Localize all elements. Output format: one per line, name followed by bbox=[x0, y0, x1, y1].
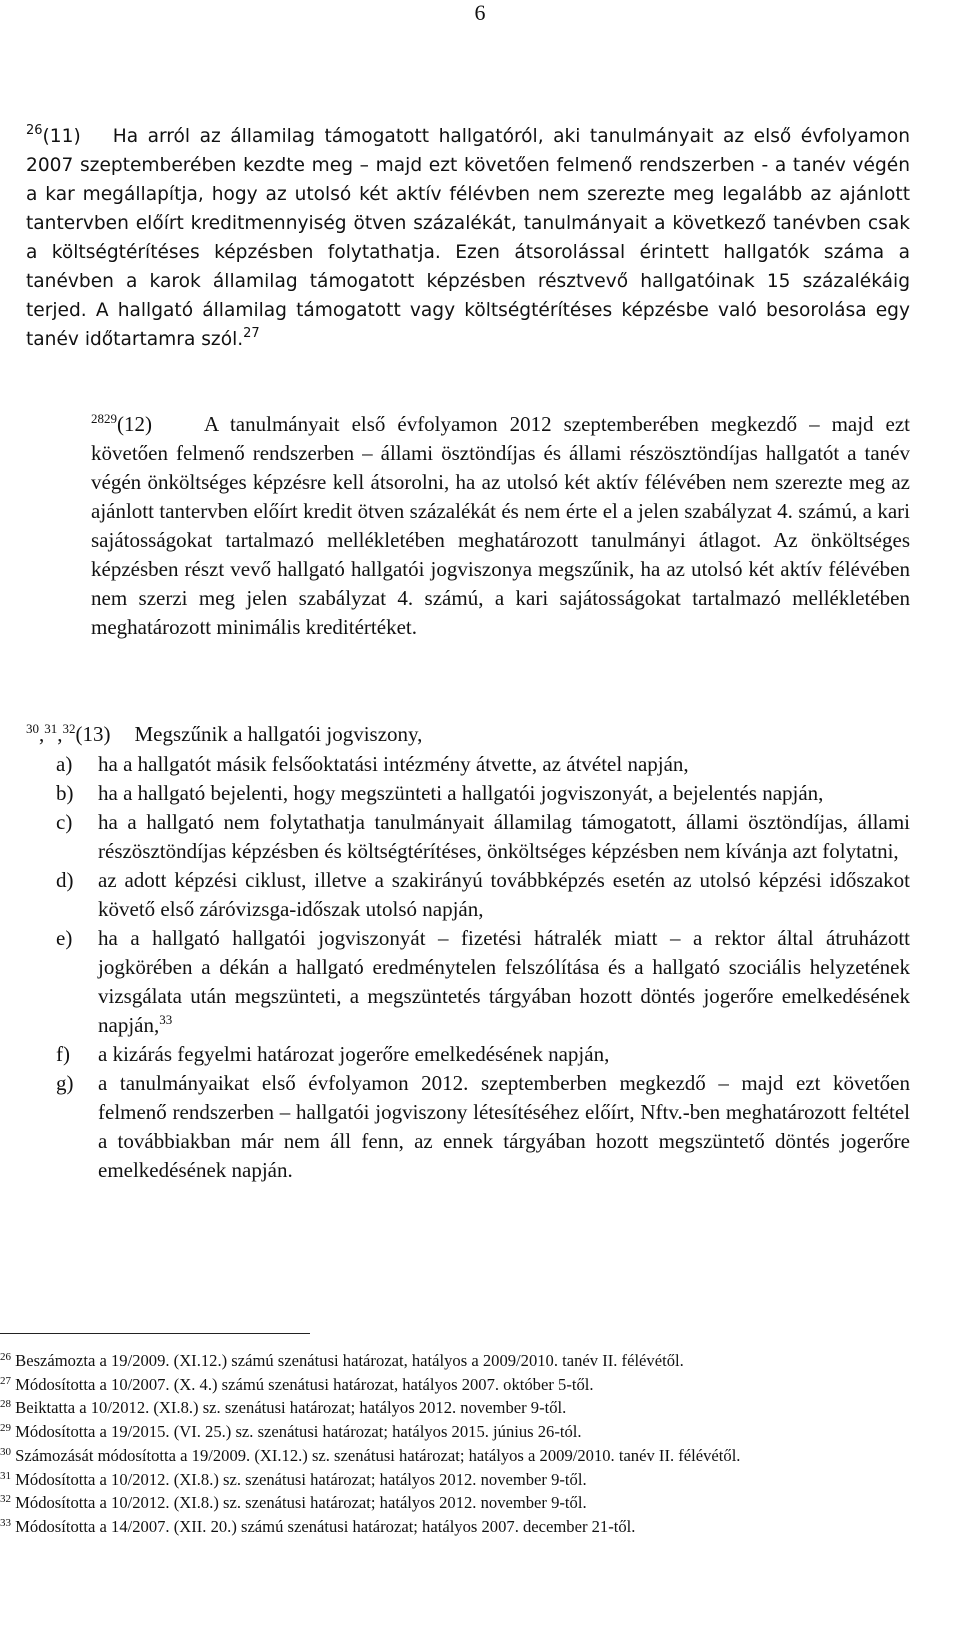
list-item-text: ha a hallgató bejelenti, hogy megszünteti a hallgatói jogviszonyát, a bejelentés napján, bbox=[98, 781, 824, 805]
paragraph-number: (11) bbox=[42, 126, 81, 147]
footnote-number: 29 bbox=[0, 1422, 11, 1435]
paragraph-text: A tanulmányait első évfolyamon 2012 szeptemberében megkezdő – majd ezt követően felmenő rendszerben – állami ösztöndíjas és állami részösztöndíjas hallgatót a tanév végén önköltséges képzésre kell átsorolni, ha az utolsó két aktív félévében nem szerezte meg az ajánlott tantervben előírt kredit ötven százalékát és nem érte el a jelen szabályzat 4. számú, a kari sajátosságokat tartalmazó mellékletében meghatározott tanulmányi átlagot. Az önköltséges képzésben részt vevő hallgató hallgatói jogviszonya megszűnik, ha az utolsó két aktív félévében nem szerzi meg jelen szabályzat 4. számú, a kari sajátosságokat tartalmazó mellékletében meghatározott minimális kreditértéket. bbox=[91, 412, 910, 639]
list-item bbox=[26, 808, 910, 866]
list-item-label: d) bbox=[56, 868, 74, 892]
footnote-ref[interactable]: 33 bbox=[159, 1012, 173, 1027]
footnote-ref[interactable]: 27 bbox=[243, 326, 260, 341]
list-item bbox=[26, 779, 910, 808]
footnotes bbox=[0, 1349, 920, 1539]
paragraph-number: (12) bbox=[117, 412, 152, 436]
footnote-text: Számozását módosította a 19/2009. (XI.12.) sz. szenátusi határozat; hatályos a 2009/2010. tanév II. félévétől. bbox=[15, 1445, 741, 1465]
footnote-number: 28 bbox=[0, 1398, 11, 1411]
footnote-text: Módosította a 14/2007. (XII. 20.) számú szenátusi határozat; hatályos 2007. december 21-től. bbox=[15, 1516, 636, 1536]
paragraph-text: Megszűnik a hallgatói jogviszony, bbox=[134, 722, 423, 746]
footnote-ref[interactable]: 26 bbox=[26, 123, 43, 138]
footnote bbox=[0, 1396, 920, 1420]
termination-list bbox=[26, 750, 910, 1185]
paragraph-13 bbox=[26, 720, 910, 749]
footnote-number: 27 bbox=[0, 1374, 11, 1387]
footnote bbox=[0, 1444, 920, 1468]
footnote bbox=[0, 1491, 920, 1515]
paragraph-number: (13) bbox=[75, 722, 111, 746]
footnote-text: Módosította a 10/2007. (X. 4.) számú szenátusi határozat, hatályos 2007. október 5-től. bbox=[15, 1374, 594, 1394]
list-item-label: g) bbox=[56, 1071, 74, 1095]
list-item bbox=[26, 924, 910, 1040]
footnote bbox=[0, 1349, 920, 1373]
list-item-label: c) bbox=[56, 810, 73, 834]
footnote-text: Beszámozta a 19/2009. (XI.12.) számú szenátusi határozat, hatályos a 2009/2010. tanév II. félévétől. bbox=[15, 1351, 684, 1370]
list-item-label: f) bbox=[56, 1042, 70, 1066]
footnote bbox=[0, 1373, 920, 1397]
footnote-number: 33 bbox=[0, 1516, 11, 1529]
footnote-ref[interactable]: 31 bbox=[44, 721, 58, 736]
footnote-text: Módosította a 10/2012. (XI.8.) sz. szenátusi határozat; hatályos 2012. november 9-től. bbox=[15, 1493, 587, 1513]
list-item-text: az adott képzési ciklust, illetve a szakirányú továbbképzés esetén az utolsó képzési időszakot követő első záróvizsga-időszak utolsó napján, bbox=[98, 868, 910, 921]
list-item-text: a tanulmányaikat első évfolyamon 2012. szeptemberben megkezdő – majd ezt követően felmenő rendszerben – hallgatói jogviszony létesítéséhez előírt, Nftv.-ben meghatározott feltétel a továbbiakban már nem áll fenn, az ennek tárgyában hozott megszüntető döntés jogerőre emelkedésének napján. bbox=[98, 1071, 910, 1182]
footnote-ref[interactable]: 32 bbox=[62, 721, 76, 736]
footnote bbox=[0, 1515, 920, 1539]
footnote-text: Beiktatta a 10/2012. (XI.8.) sz. szenátusi határozat; hatályos 2012. november 9-től. bbox=[15, 1398, 567, 1418]
page-number: 6 bbox=[474, 0, 486, 25]
paragraph-11 bbox=[26, 122, 910, 354]
list-item-text: a kizárás fegyelmi határozat jogerőre emelkedésének napján, bbox=[98, 1042, 610, 1066]
paragraph-12 bbox=[91, 410, 910, 642]
list-item-text: ha a hallgató nem folytathatja tanulmányait államilag támogatott, állami ösztöndíjas, állami részösztöndíjas képzésben és költségtérítéses, önköltséges képzésben nem kívánja azt folytatni, bbox=[98, 810, 910, 863]
list-item bbox=[26, 1040, 910, 1069]
footnote-ref[interactable]: 2829 bbox=[91, 411, 117, 426]
footnote-text: Módosította a 10/2012. (XI.8.) sz. szenátusi határozat; hatályos 2012. november 9-től. bbox=[15, 1469, 587, 1489]
list-item bbox=[26, 750, 910, 779]
list-item-label: a) bbox=[56, 752, 73, 776]
footnote-divider bbox=[0, 1333, 310, 1334]
list-item-label: b) bbox=[56, 781, 74, 805]
paragraph-text: Ha arról az államilag támogatott hallgatóról, aki tanulmányait az első évfolyamon 2007 szeptemberében kezdte meg – majd ezt követően felmenő rendszerben - a tanév végén a kar megállapítja, hogy az utolsó két aktív félévben nem szerezte meg legalább az ajánlott tantervben előírt kreditmennyiség ötven százalékát, tanulmányait a következő tanévben csak a költségtérítéses képzésben folytathatja. Ezen átsorolással érintett hallgatók száma a tanévben a karok államilag támogatott képzésben résztvevő hallgatóinak 15 százalékáig terjed. A hallgató államilag támogatott vagy költségtérítéses képzésbe való besorolása egy tanév időtartamra szól. bbox=[26, 126, 910, 350]
footnote bbox=[0, 1420, 920, 1444]
list-item-text: ha a hallgató hallgatói jogviszonyát – fizetési hátralék miatt – a rektor által átruházott jogkörében a dékán a hallgató eredménytelen felszólítása és a hallgató szociális helyzetének vizsgálata után megszünteti, a megszüntetés tárgyában hozott döntés jogerőre emelkedésének napján, bbox=[98, 926, 910, 1037]
footnote-number: 26 bbox=[0, 1351, 11, 1363]
ref-separator: , bbox=[57, 722, 63, 746]
list-item-text: ha a hallgatót másik felsőoktatási intézmény átvette, az átvétel napján, bbox=[98, 752, 689, 776]
footnote-text: Módosította a 19/2015. (VI. 25.) sz. szenátusi határozat; hatályos 2015. június 26-tól. bbox=[15, 1422, 582, 1442]
footnote-number: 32 bbox=[0, 1493, 11, 1506]
footnote-ref[interactable]: 30 bbox=[26, 721, 39, 736]
ref-separator: , bbox=[39, 722, 45, 746]
list-item bbox=[26, 866, 910, 924]
footnote-number: 30 bbox=[0, 1445, 11, 1458]
list-item-label: e) bbox=[56, 926, 73, 950]
footnote-number: 31 bbox=[0, 1469, 11, 1482]
list-item bbox=[26, 1069, 910, 1185]
footnote bbox=[0, 1468, 920, 1492]
